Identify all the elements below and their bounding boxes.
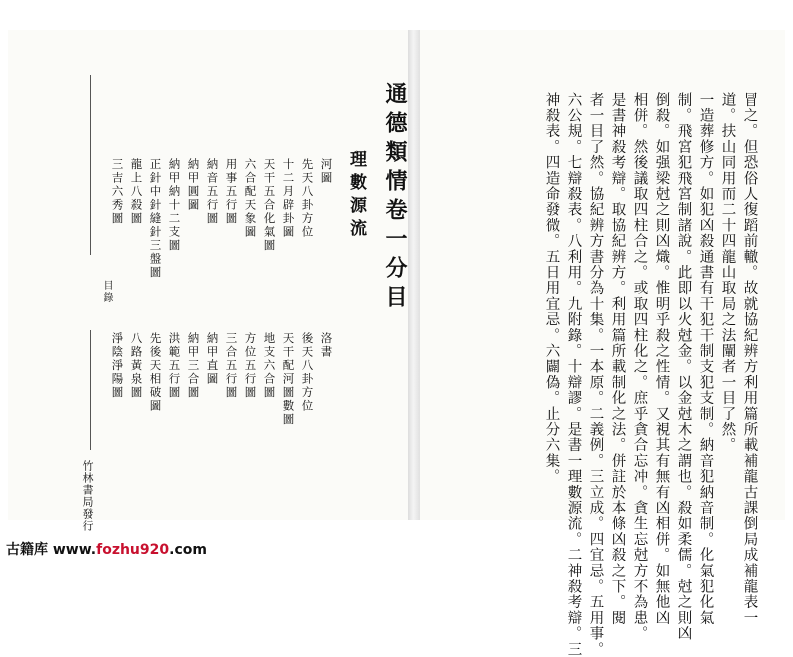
toc-entry: 後天八卦方位 [300,332,315,413]
text-column: 者一目了然。協紀辨方書分為十集。一本原。二義例。三立成。四宜忌。五用事。 [587,92,604,657]
toc-entry: 天干五合化氣圖 [262,158,277,253]
left-page [8,30,408,532]
page-title: 通德類情卷一分目 [382,82,408,314]
text-column: 一造葬修方。如犯凶殺通書有干犯干制支犯支制。納音犯納音制。化氣犯化氣 [697,92,714,626]
margin-rule [90,75,91,255]
book-gutter [408,30,420,520]
text-column: 道。扶山同用而二十四龍山取局之法闡者一目了然。 [719,92,736,454]
toc-entry: 納甲直圖 [205,332,220,386]
right-page [420,30,785,657]
text-column: 神殺表。四造命發微。五日用宜忌。六闢偽。止分六集。 [543,92,560,485]
toc-entry: 龍上八殺圖 [129,158,144,226]
page-subtitle: 理數源流 [346,150,366,242]
toc-entry: 方位五行圖 [243,332,258,400]
toc-entry: 地支六合圖 [262,332,277,400]
toc-entry: 洪範五行圖 [167,332,182,400]
site-name: 古籍库 www. [6,542,97,558]
toc-entry: 淨陰淨陽圖 [110,332,125,400]
toc-entry: 三吉六秀圖 [110,158,125,226]
margin-rule [90,330,91,450]
margin-label: 目錄 [101,280,112,304]
toc-entry: 十二月辟卦圖 [281,158,296,239]
site-tld: .com [169,542,207,558]
text-column: 相併。然後議取四柱合之。或取四柱化之。庶乎貪合忘冲。貪生忘尅方不為患。 [631,92,648,642]
toc-entry: 河圖 [319,158,334,185]
toc-entry: 先天八卦方位 [300,158,315,239]
text-column: 制。飛宮犯飛宮制諸說。此即以火尅金。以金尅木之謂也。殺如柔儒。尅之則凶 [675,92,692,642]
toc-entry: 洛書 [319,332,334,359]
toc-entry: 三合五行圖 [224,332,239,400]
toc-entry: 八路黃泉圖 [129,332,144,400]
text-column: 六公規。七辯殺表。八利用。九附錄。十辯謬。是書一理數源流。二神殺考辯。三 [565,92,582,657]
toc-entry: 納甲圓圖 [186,158,201,212]
toc-entry: 用事五行圖 [224,158,239,226]
text-column: 是書神殺考辯。取協紀辨方。利用篇所載制化之法。併註於本條凶殺之下。閱 [609,92,626,626]
toc-entry: 先後天相破圖 [148,332,163,413]
publisher-mark: 竹林書局發行 [81,460,94,532]
site-watermark [0,537,213,561]
toc-entry: 天干配河圖數圖 [281,332,296,427]
site-highlight: fozhu920 [96,542,170,558]
toc-entry: 納甲三合圖 [186,332,201,400]
text-column: 倒殺。如强梁尅之則凶熾。惟明乎殺之性情。又視其有無有凶相併。如無他凶 [653,92,670,626]
toc-entry: 納甲納十二支圖 [167,158,182,253]
toc-entry: 正針中針縫針三盤圖 [148,158,163,280]
text-column: 冒之。但恐俗人復蹈前轍。故就協紀辨方利用篇所載補龍古課倒局成補龍表一 [741,92,758,626]
toc-entry: 納音五行圖 [205,158,220,226]
toc-entry: 六合配天象圖 [243,158,258,239]
